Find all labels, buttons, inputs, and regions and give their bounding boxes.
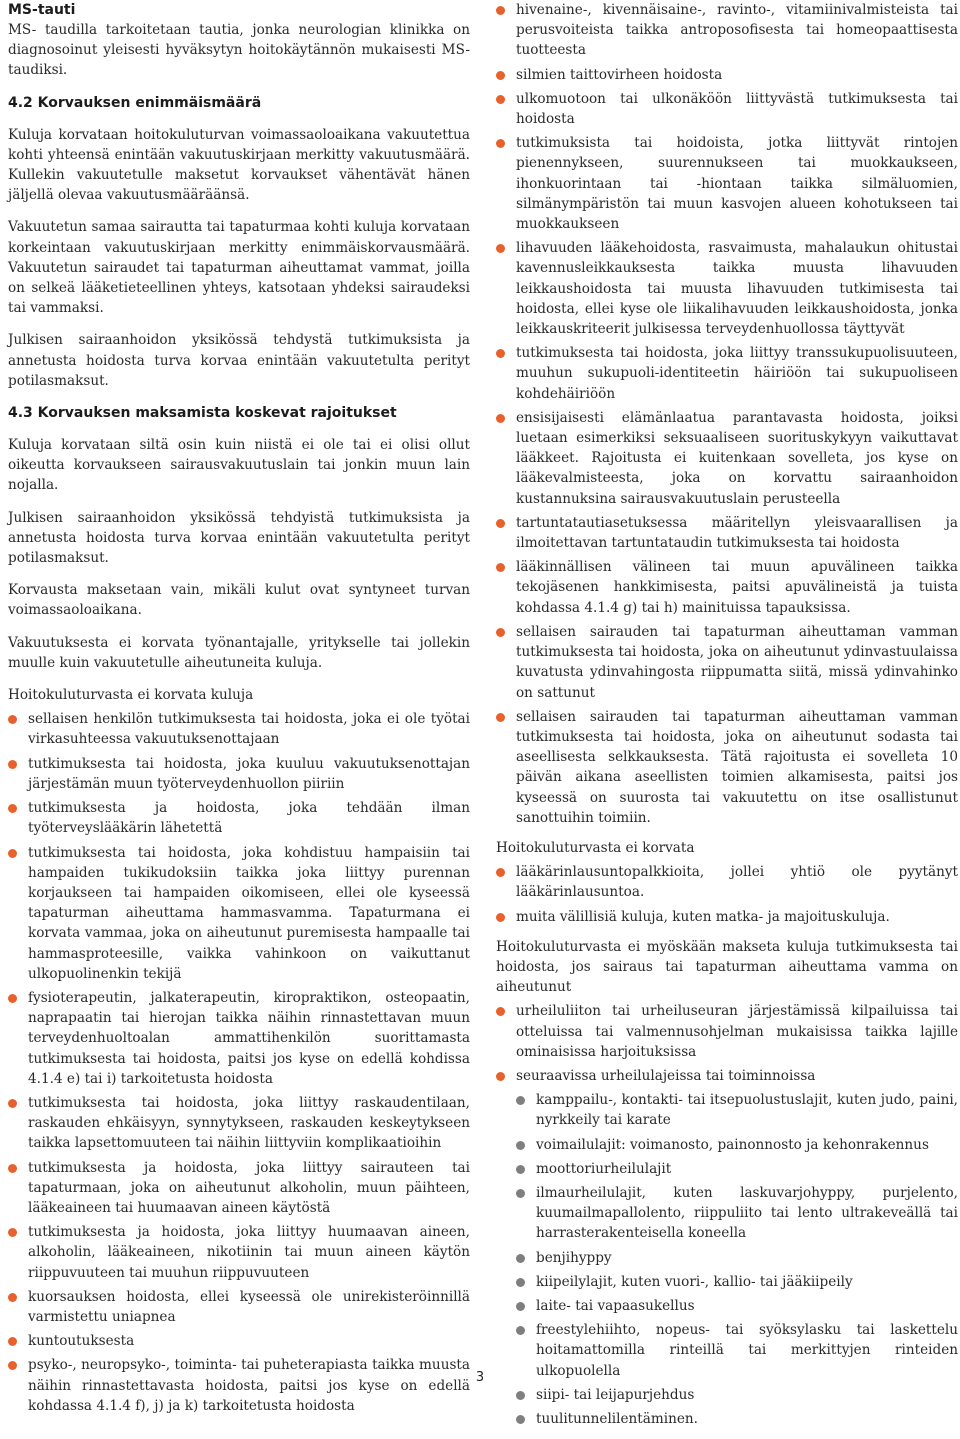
bullet-icon <box>8 760 17 769</box>
list-item: tutkimuksesta tai hoidosta, joka liittyy transsukupuolisuuteen, muuhun sukupuoli-identiteetin häiriöön tai sukupuoliseen kohdehäiriöön <box>496 343 958 404</box>
sports-sublist <box>516 1090 958 1429</box>
bullet-icon <box>496 713 505 722</box>
sub-bullet-icon <box>516 1415 525 1424</box>
sub-bullet-icon <box>516 1326 525 1335</box>
list-item: kuorsauksen hoidosta, ellei kyseessä ole unirekisteröinnillä varmistettu uniapnea <box>8 1287 470 1327</box>
bullet-icon <box>496 628 505 637</box>
sublist-item: laite- tai vapaasukellus <box>516 1296 958 1316</box>
bullet-icon <box>496 1007 505 1016</box>
list-item: lihavuuden lääkehoidosta, rasvaimusta, mahalaukun ohitustai kavennusleikkauksesta taikka muusta lihavuuden leikkaushoidosta tai muusta lihavuuden tutkimisesta tai hoidosta, ellei kyse ole liikalihavuuden leikkaushoidosta, jonka leikkauskriteerit julkisessa terveydenhuollossa täyttyvät <box>496 238 958 339</box>
third-list-intro: Hoitokuluturvasta ei myöskään makseta kuluja tutkimuksesta tai hoidosta, jos sairaus tai tapaturman aiheuttama vamma on aiheutunut <box>496 938 958 996</box>
exclusions-list <box>8 709 470 1416</box>
list-item: tutkimuksesta ja hoidosta, joka tehdään ilman työterveyslääkärin lähetettä <box>8 798 470 838</box>
list-item: tutkimuksesta tai hoidosta, joka kuuluu vakuutuksenottajan järjestämän muun työterveydenhuollon piiriin <box>8 754 470 794</box>
list-item: sellaisen sairauden tai tapaturman aiheuttaman vamman tutkimuksesta tai hoidosta, joka on aiheutunut ydinvastuulaissa kuvatusta ydinvahingosta riippumatta siitä, missä ydinvahinko on sattunut <box>496 622 958 703</box>
list-item: lääkärinlausuntopalkkioita, jollei yhtiö ole pyytänyt lääkärinlausuntoa. <box>496 862 958 902</box>
sub-bullet-icon <box>516 1096 525 1105</box>
list-item: ensisijaisesti elämänlaatua parantavasta hoidosta, joiksi luetaan esimerkiksi seksuaaliseen suorituskykyyn vaikuttavat lääkkeet. Rajoitusta ei kuitenkaan sovelleta, jos kyse on lääkevalmisteesta, joka on korvattu sairaanhoidon kustannuksina sairausvakuutuslain perusteella <box>496 408 958 509</box>
list-item: urheiluliiton tai urheiluseuran järjestämissä kilpailuissa tai otteluissa tai valmennusohjelman mukaisissa taikka lajille ominaisissa harjoituksissa <box>496 1001 958 1062</box>
bullet-icon <box>8 804 17 813</box>
list-item: sellaisen henkilön tutkimuksesta tai hoidosta, joka ei ole työtai virkasuhteessa vakuutuksenottajaan <box>8 709 470 749</box>
section-4-3-paragraph-2: Julkisen sairaanhoidon yksikössä tehdyistä tutkimuksista ja annetusta hoidosta turva korvaa enintään vakuutetulta perityt potilasmaksut. <box>8 509 470 567</box>
bullet-icon <box>496 244 505 253</box>
section-4-3-paragraph-1: Kuluja korvataan siltä osin kuin niistä ei ole tai ei olisi ollut oikeutta korvaukseen sairausvakuutuslain tai jonkin muun lain nojalla. <box>8 437 470 494</box>
bullet-icon <box>8 994 17 1003</box>
bullet-icon <box>8 1164 17 1173</box>
sublist-item: tuulitunnelilentäminen. <box>516 1409 958 1429</box>
list-item: silmien taittovirheen hoidosta <box>496 65 958 85</box>
exclusions-list-intro: Hoitokuluturvasta ei korvata kuluja <box>8 687 254 704</box>
sub-bullet-icon <box>516 1254 525 1263</box>
bullet-icon <box>496 1072 505 1081</box>
right-column <box>496 0 958 1439</box>
sub-bullet-icon <box>516 1141 525 1150</box>
sublist-item: benjihyppy <box>516 1248 958 1268</box>
bullet-icon <box>8 1337 17 1346</box>
bullet-icon <box>496 71 505 80</box>
list-item: tutkimuksesta ja hoidosta, joka liittyy sairauteen tai tapaturmaan, joka on aiheutunut alkoholin, muun päihteen, lääkeaineen tai huumaavan aineen käytöstä <box>8 1158 470 1219</box>
sublist-item: siipi- tai leijapurjehdus <box>516 1385 958 1405</box>
ms-heading: MS-tauti <box>8 2 76 18</box>
list-item: sellaisen sairauden tai tapaturman aiheuttaman vamman tutkimuksesta tai hoidosta, joka on aiheutunut sodasta tai aseellisesta selkkauksesta. Tätä rajoitusta ei sovelleta 10 päivän aikana aseellisten toimien alkamisesta, paitsi jos kyseessä on suurosta tai vakuutettu on itse osallistunut sanottuihin toimiin. <box>496 707 958 828</box>
second-list-intro: Hoitokuluturvasta ei korvata <box>496 839 695 856</box>
bullet-icon <box>8 849 17 858</box>
section-4-2-paragraph-3: Julkisen sairaanhoidon yksikössä tehdystä tutkimuksista ja annetusta hoidosta turva korvaa enintään vakuutetulta perityt potilasmaksut. <box>8 332 470 389</box>
sports-exclusions-list <box>496 1001 958 1429</box>
bullet-icon <box>496 519 505 528</box>
sublist-item: kamppailu-, kontakti- tai itsepuolustuslajit, kuten judo, paini, nyrkkeily tai karate <box>516 1090 958 1130</box>
list-item: tutkimuksesta tai hoidosta, joka liittyy raskaudentilaan, raskauden ehkäisyyn, synnytykseen, raskauden keskeytykseen taikka lapsettomuuteen tai näihin liittyviin komplikaatioihin <box>8 1093 470 1154</box>
section-4-2-paragraph-1: Kuluja korvataan hoitokuluturvan voimassaoloaikana vakuutettua kohti yhteensä enintään vakuutuskirjaan merkitty vakuutusmäärä. Kullekin vakuutetulle maksetut korvaukset vähentävät hänen jäljellä olevaa vakuutusmääräänsä. <box>8 126 470 204</box>
exclusions-list-continued <box>496 0 958 828</box>
left-column <box>8 0 470 1426</box>
bullet-icon <box>8 715 17 724</box>
sublist-item: kiipeilylajit, kuten vuori-, kallio- tai jääkiipeily <box>516 1272 958 1292</box>
list-item: hivenaine-, kivennäisaine-, ravinto-, vitamiinivalmisteista tai perusvoiteista taikka antroposofisesta tai homeopaattisesta tuotteesta <box>496 0 958 61</box>
bullet-icon <box>496 139 505 148</box>
indirect-costs-list <box>496 862 958 927</box>
list-item: seuraavissa urheilulajeissa tai toiminnoissa kamppailu-, kontakti- tai itsepuolustuslajit, kuten judo, paini, nyrkkeily tai karate voimailulajit: voimanosto, painonnosto ja kehonrakennus moottoriurheilulajit ilmaurheilulajit, kuten laskuvarjohyppy, purjelento, kuumailmapallolento, riippuliito tai lento ultrakeveällä tai harrasterakenteisella koneella benjihyppy kiipeilylajit, kuten vuori-, kallio- tai jääkiipeily laite- tai vapaasukellus freestylehiihto, nopeus- tai syöksylasku tai laskettelu hoitamattomilla rinteillä tai merkittyjen rinteiden ulkopuolella siipi- tai leijapurjehdus tuulitunnelilentäminen. <box>496 1066 958 1429</box>
sublist-item: ilmaurheilulajit, kuten laskuvarjohyppy, purjelento, kuumailmapallolento, riippuliito tai lento ultrakeveällä tai harrasterakenteisella koneella <box>516 1183 958 1244</box>
list-item: lääkinnällisen välineen tai muun apuvälineen taikka tekojäsenen hankkimisesta, paitsi apuvälineistä ja tuista kohdassa 4.1.4 g) tai h) mainituissa tapauksissa. <box>496 557 958 618</box>
bullet-icon <box>496 6 505 15</box>
page-number: 3 <box>475 1370 485 1385</box>
list-item: muita välillisiä kuluja, kuten matka- ja majoituskuluja. <box>496 907 958 927</box>
list-item: ulkomuotoon tai ulkonäköön liittyvästä tutkimuksesta tai hoidosta <box>496 89 958 129</box>
section-4-3-heading: 4.3 Korvauksen maksamista koskevat rajoitukset <box>8 405 397 422</box>
section-4-2-heading: 4.2 Korvauksen enimmäismäärä <box>8 94 262 111</box>
bullet-icon <box>496 349 505 358</box>
sublist-item: moottoriurheilulajit <box>516 1159 958 1179</box>
sub-bullet-icon <box>516 1278 525 1287</box>
list-item: kuntoutuksesta <box>8 1331 470 1351</box>
section-4-2-paragraph-2: Vakuutetun samaa sairautta tai tapaturmaa kohti kuluja korvataan korkeintaan vakuutuskirjaan merkitty enimmäiskorvausmäärä. Vakuutetun sairaudet tai tapaturman aiheuttamat vammat, joilla on selkeä lääketieteellinen yhteys, katsotaan yhdeksi sairaudeksi tai vammaksi. <box>8 219 470 317</box>
sub-bullet-icon <box>516 1302 525 1311</box>
list-item: tutkimuksesta ja hoidosta, joka liittyy huumaavan aineen, alkoholin, lääkeaineen, nikotiinin tai muun aineen käytön riippuvuuteen tai muuhun riippuvuuteen <box>8 1222 470 1283</box>
section-4-3-paragraph-4: Vakuutuksesta ei korvata työnantajalle, yritykselle tai jollekin muulle kuin vakuutetulle aiheutuneita kuluja. <box>8 634 470 671</box>
bullet-icon <box>496 913 505 922</box>
list-item: tutkimuksista tai hoidoista, jotka liittyvät rintojen pienennykseen, suurennukseen tai muokkaukseen, ihonkuorintaan tai -hiontaan taikka silmäluomien, silmänympäristön tai muun kasvojen alueen kohotukseen tai muokkaukseen <box>496 133 958 234</box>
bullet-icon <box>8 1099 17 1108</box>
sublist-item: freestylehiihto, nopeus- tai syöksylasku tai laskettelu hoitamattomilla rinteillä tai merkittyjen rinteiden ulkopuolella <box>516 1320 958 1381</box>
list-item: tartuntatautiasetuksessa määritellyn yleisvaarallisen ja ilmoitettavan tartuntataudin tutkimuksesta tai hoidosta <box>496 513 958 553</box>
sub-bullet-icon <box>516 1165 525 1174</box>
bullet-icon <box>496 563 505 572</box>
list-item: tutkimuksesta tai hoidosta, joka kohdistuu hampaisiin tai hampaiden tukikudoksiin taikka joka liittyy purennan korjaukseen tai hampaiden oikomiseen, ellei ole kyseessä tapaturman aiheuttama hammasvamma. Tapaturmana ei korvata vammaa, joka on aiheutunut puremisesta hampaalle tai hammasproteesille, vaikka vahinkoon on vaikuttanut ulkopuolinenkin tekijä <box>8 843 470 984</box>
ms-paragraph: MS- taudilla tarkoitetaan tautia, jonka neurologian klinikka on diagnosoinut yleisesti hyväksytyn hoitokäytännön mukaisesti MS-taudiksi. <box>8 22 470 79</box>
bullet-icon <box>496 95 505 104</box>
sub-bullet-icon <box>516 1391 525 1400</box>
bullet-icon <box>8 1293 17 1302</box>
bullet-icon <box>8 1361 17 1370</box>
list-item: psyko-, neuropsyko-, toiminta- tai puheterapiasta taikka muusta näihin rinnastettavasta hoidosta, paitsi jos kyse on edellä kohdassa 4.1.4 f), j) ja k) tarkoitetusta hoidosta <box>8 1355 470 1416</box>
sub-bullet-icon <box>516 1189 525 1198</box>
sublist-item: voimailulajit: voimanosto, painonnosto ja kehonrakennus <box>516 1135 958 1155</box>
bullet-icon <box>8 1228 17 1237</box>
bullet-icon <box>496 868 505 877</box>
bullet-icon <box>496 414 505 423</box>
section-4-3-paragraph-3: Korvausta maksetaan vain, mikäli kulut ovat syntyneet turvan voimassaoloaikana. <box>8 582 470 619</box>
list-item: fysioterapeutin, jalkaterapeutin, kiropraktikon, osteopaatin, naprapaatin tai hierojan taikka näihin rinnastettavan muun terveydenhuoltoalan ammattihenkilön suorittamasta tutkimuksesta tai hoidosta, paitsi jos kyse on edellä kohdissa 4.1.4 e) tai i) tarkoitetusta hoidosta <box>8 988 470 1089</box>
